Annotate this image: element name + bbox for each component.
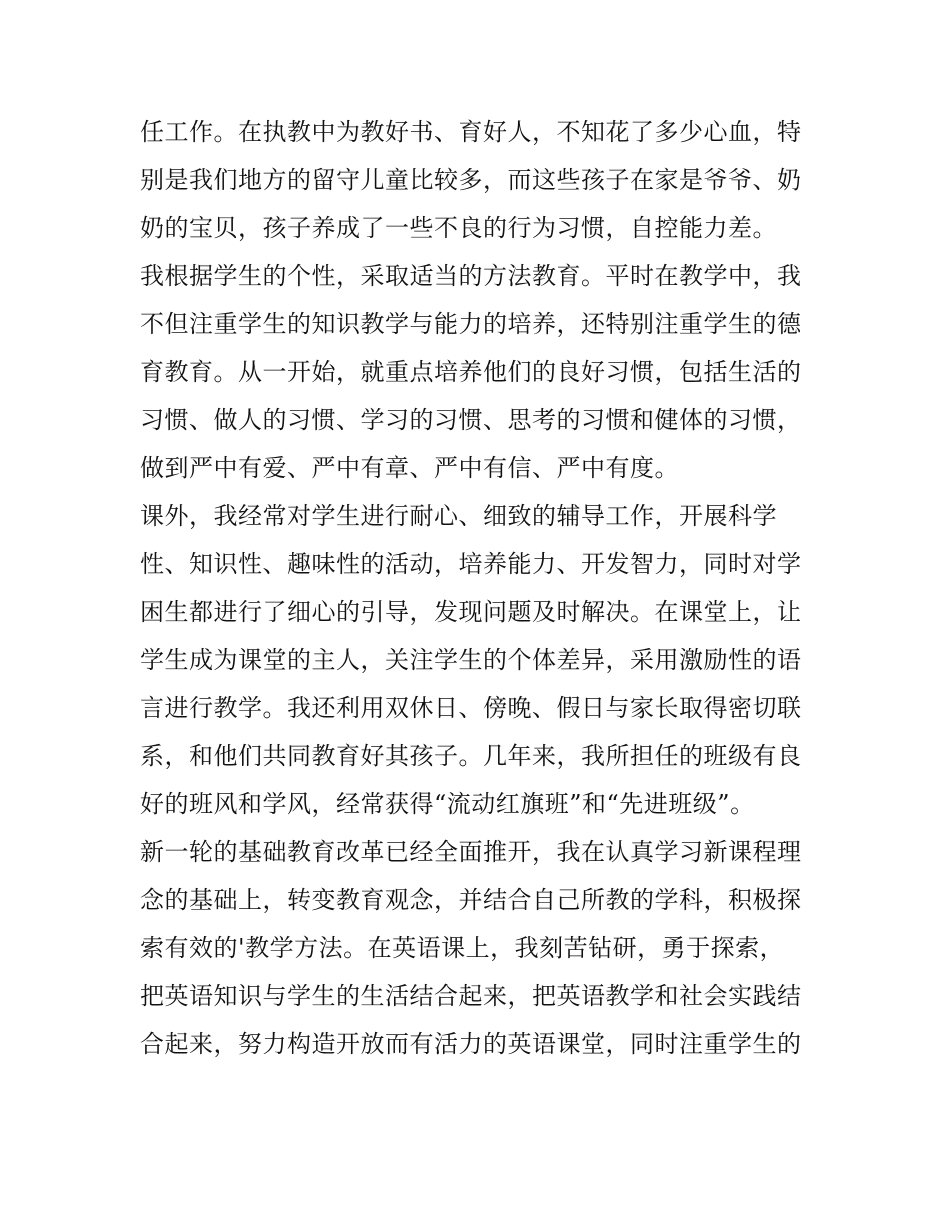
text-line: 系，和他们共同教育好其孩子。几年来，我所担任的班级有良	[140, 742, 802, 770]
text-line: 困生都进行了细心的引导，发现问题及时解决。在课堂上，让	[140, 598, 802, 626]
text-line: 习惯、做人的习惯、学习的习惯、思考的习惯和健体的习惯，	[140, 406, 802, 434]
text-line: 学生成为课堂的主人，关注学生的个体差异，采用激励性的语	[140, 646, 802, 674]
text-line: 做到严中有爱、严中有章、严中有信、严中有度。	[140, 454, 679, 482]
text-line: 别是我们地方的留守儿童比较多，而这些孩子在家是爷爷、奶	[140, 166, 802, 194]
text-line: 我根据学生的个性，采取适当的方法教育。平时在教学中，我	[140, 262, 802, 290]
text-line: 课外，我经常对学生进行耐心、细致的辅导工作，开展科学	[140, 502, 777, 530]
text-line: 索有效的'教学方法。在英语课上，我刻苦钻研，勇于探索，	[140, 934, 785, 962]
text-line: 言进行教学。我还利用双休日、傍晚、假日与家长取得密切联	[140, 694, 802, 722]
text-line: 新一轮的基础教育改革已经全面推开，我在认真学习新课程理	[140, 838, 802, 866]
text-line: 念的基础上，转变教育观念，并结合自己所教的学科，积极探	[140, 886, 802, 914]
text-line: 不但注重学生的知识教学与能力的培养，还特别注重学生的德	[140, 310, 802, 338]
text-line: 把英语知识与学生的生活结合起来，把英语教学和社会实践结	[140, 982, 802, 1010]
text-line: 合起来，努力构造开放而有活力的英语课堂，同时注重学生的	[140, 1030, 802, 1058]
text-line: 奶的宝贝，孩子养成了一些不良的行为习惯，自控能力差。	[140, 214, 777, 242]
text-line: 好的班风和学风，经常获得“流动红旗班”和“先进班级”。	[140, 790, 755, 818]
text-line: 任工作。在执教中为教好书、育好人，不知花了多少心血，特	[140, 118, 802, 146]
text-line: 育教育。从一开始，就重点培养他们的良好习惯，包括生活的	[140, 358, 802, 386]
text-line: 性、知识性、趣味性的活动，培养能力、开发智力，同时对学	[140, 550, 802, 578]
body-text	[140, 108, 830, 1068]
